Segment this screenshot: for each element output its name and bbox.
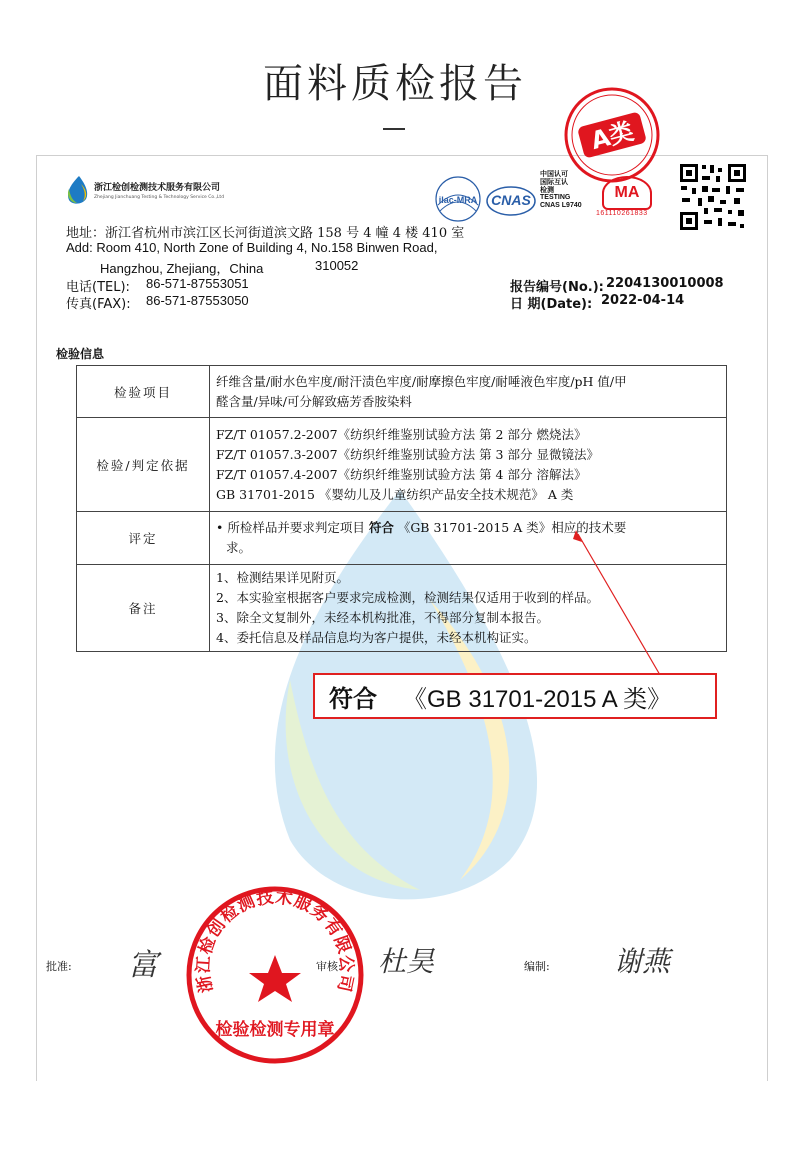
verdict-bold: 符合 — [368, 520, 394, 535]
report-date-value: 2022-04-14 — [601, 293, 685, 308]
basis-line: FZ/T 01057.2-2007《纺织纤维鉴别试验方法 第 2 部分 燃烧法》 — [216, 426, 587, 442]
company-name-cn: 浙江检创检测技术服务有限公司 — [94, 183, 221, 193]
seal-bottom-text: 检验检测专用章 — [215, 1020, 335, 1040]
approve-signature: 富 — [128, 948, 158, 983]
section-label: 检验信息 — [56, 347, 105, 361]
address-en-line1: Add: Room 410, North Zone of Building 4, No.158 Binwen Road, — [66, 240, 438, 255]
ilac-mra-text: ilac-MRA — [438, 195, 478, 205]
report-date-label: 日 期(Date): — [510, 297, 593, 312]
seal-ring-text: 浙江检创检测技术服务有限公司 — [193, 887, 357, 995]
tel-label: 电话(TEL): — [66, 280, 130, 295]
report-no-value: 2204130010008 — [606, 276, 724, 291]
item-label: 检验项目 — [77, 366, 210, 418]
address-en-line2: Hangzhou, Zhejiang，China — [100, 261, 264, 276]
approve-label: 批准: — [46, 960, 72, 973]
company-seal — [185, 885, 365, 1065]
basis-label: 检验/判定依据 — [77, 418, 210, 512]
review-label: 审核: — [316, 960, 342, 973]
note-line: 4、委托信息及样品信息均为客户提供，未经本机构证实。 — [216, 630, 537, 645]
qr-code[interactable] — [678, 162, 748, 232]
item-value — [210, 366, 727, 418]
report-no-label: 报告编号(No.): — [510, 280, 604, 295]
testing-label: TESTING — [540, 194, 571, 201]
grade-a-stamp — [562, 85, 662, 185]
item-line1: 纤维含量/耐水色牢度/耐汗渍色牢度/耐摩擦色牢度/耐唾液色牢度/pH 值/甲 — [216, 373, 627, 389]
china-mutual-line3: 检测 — [540, 186, 554, 194]
tel-value: 86-571-87553051 — [146, 276, 249, 291]
seal-star-icon — [249, 955, 301, 1002]
ma-mark: MA — [602, 176, 652, 210]
cnas-logo — [486, 182, 536, 220]
verdict-pre: • 所检样品并要求判定项目 — [216, 520, 369, 535]
verdict-label: 评定 — [77, 512, 210, 565]
note-line: 3、除全文复制外，未经本机构批准，不得部分复制本报告。 — [216, 610, 549, 625]
note-line: 2、本实验室根据客户要求完成检测，检测结果仅适用于收到的样品。 — [216, 590, 599, 605]
company-name-en: Zhejiang Jianchuang Testing & Technology Service Co.,Ltd — [94, 195, 225, 200]
basis-line: FZ/T 01057.3-2007《纺织纤维鉴别试验方法 第 3 部分 显微镜法》 — [216, 446, 599, 462]
verdict-line2: 求。 — [226, 540, 252, 555]
fax-label: 传真(FAX): — [66, 297, 131, 312]
callout-box — [313, 673, 717, 719]
edit-signature: 谢燕 — [614, 945, 671, 978]
company-logo-icon — [64, 175, 90, 205]
address-zip: 310052 — [315, 258, 359, 273]
china-mutual-line2: 国际互认 — [540, 178, 568, 186]
ilac-mra-logo — [430, 175, 486, 227]
review-signature: 杜昊 — [378, 945, 435, 978]
cnas-number: CNAS L9740 — [540, 202, 582, 209]
basis-value — [210, 418, 727, 512]
grade-a-text: A类 — [588, 116, 637, 155]
notes-label: 备注 — [77, 565, 210, 652]
address-cn: 地址：浙江省杭州市滨江区长河街道滨文路 158 号 4 幢 4 楼 410 室 — [66, 226, 465, 241]
basis-line: GB 31701-2015 《婴幼儿及儿童纺织产品安全技术规范》 A 类 — [216, 486, 574, 502]
table-row — [77, 418, 727, 512]
callout-bold: 符合 — [329, 683, 377, 713]
note-line: 1、检测结果详见附页。 — [216, 570, 349, 585]
item-line2: 醛含量/异味/可分解致癌芳香胺染料 — [216, 393, 412, 409]
title-divider — [383, 128, 405, 130]
basis-line: FZ/T 01057.4-2007《纺织纤维鉴别试验方法 第 4 部分 溶解法》 — [216, 466, 587, 482]
china-mutual-line1: 中国认可 — [540, 170, 568, 178]
edit-label: 编制: — [524, 960, 550, 973]
fax-value: 86-571-87553050 — [146, 293, 249, 308]
callout-arrow — [560, 520, 680, 680]
table-row — [77, 366, 727, 418]
cnas-text: CNAS — [491, 192, 531, 208]
verdict-mid: 《GB 31701-2015 A 类》相应的技术要 — [393, 520, 627, 535]
page-title: 面料质检报告 — [263, 61, 527, 107]
company-logo — [64, 175, 224, 205]
callout-text: 《GB 31701-2015 A 类》 — [403, 685, 672, 713]
ma-number: 161110261833 — [596, 210, 648, 217]
